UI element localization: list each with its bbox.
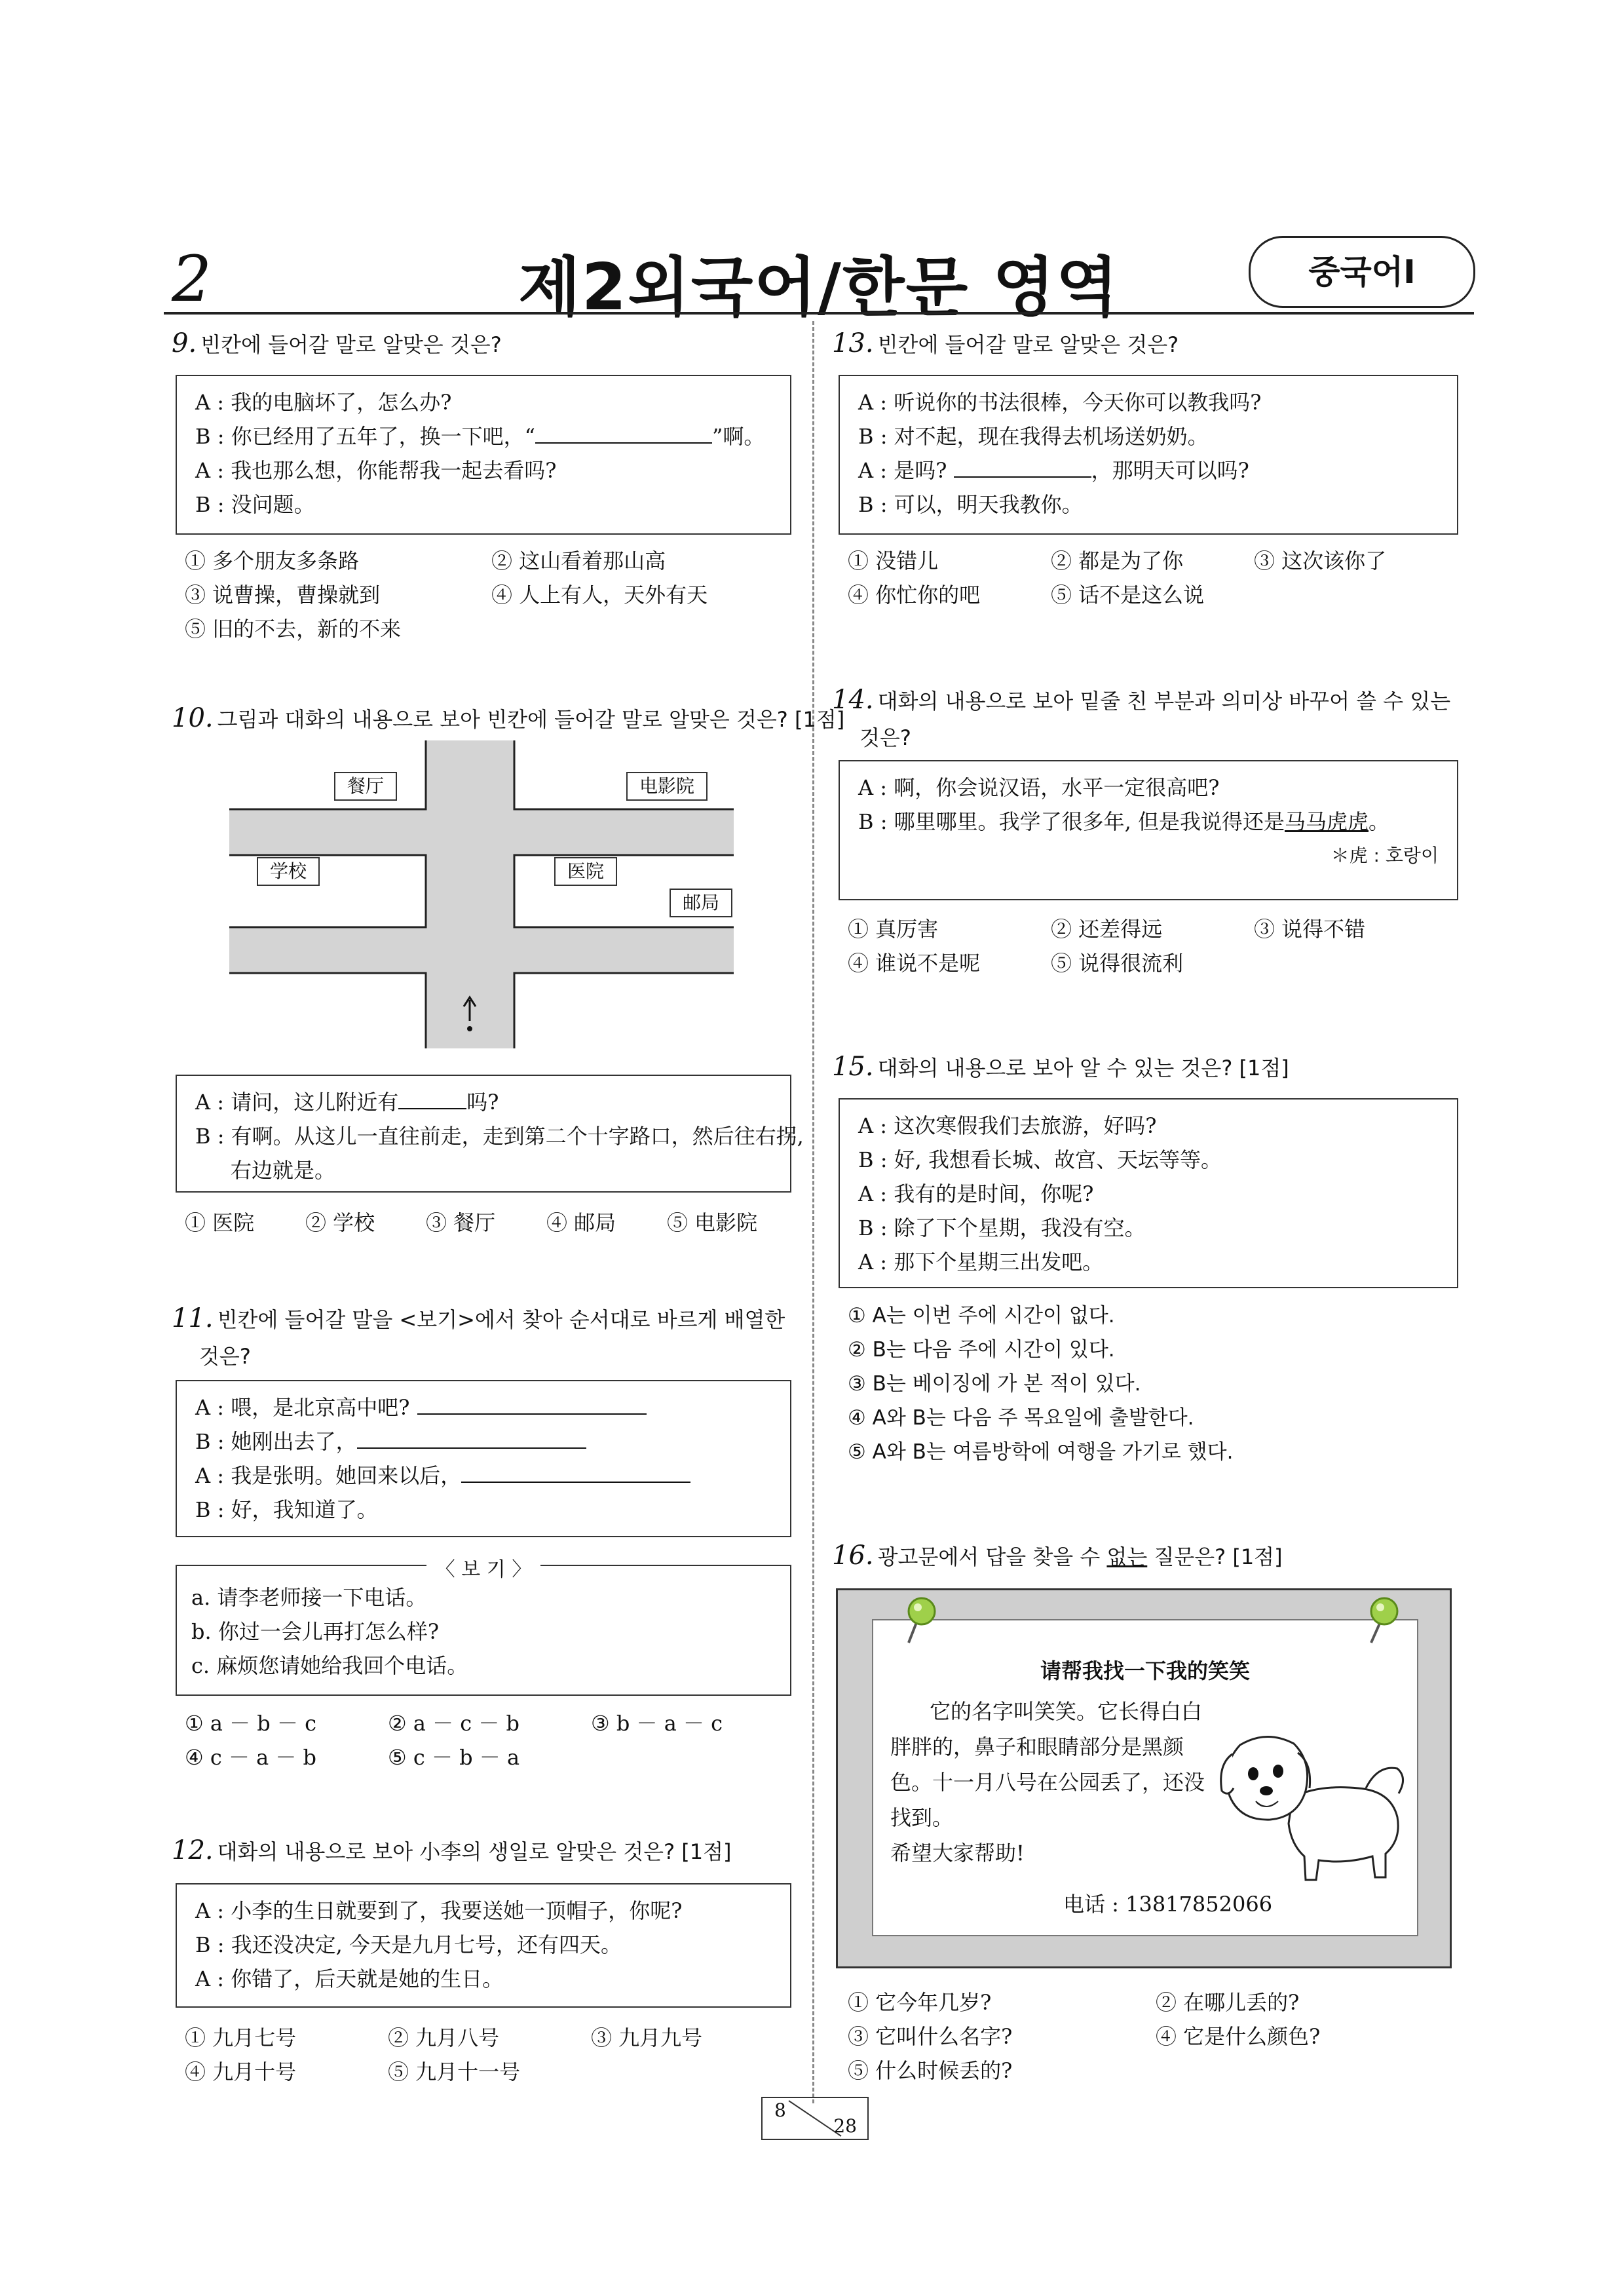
q12-choice-1[interactable]: ① 九月七号	[185, 2025, 297, 2050]
q11-choice-5[interactable]: ⑤ c － b － a	[388, 1745, 520, 1770]
q16-choice-1[interactable]: ① 它今年几岁?	[848, 1990, 992, 2015]
q13-dialogue-box: A : 听说你的书法很棒，今天你可以教我吗? B : 对不起，现在我得去机场送奶奶。 A : 是吗? ，那明天可以吗? B : 可以，明天我教你。	[839, 375, 1458, 535]
q9-prompt: 9. 빈칸에 들어갈 말로 알맞은 것은?	[172, 328, 502, 358]
q13-choice-4[interactable]: ④ 你忙你的吧	[848, 583, 981, 607]
q15-choice-2[interactable]: ② B는 다음 주에 시간이 있다.	[848, 1338, 1115, 1362]
map-label-cinema: 电影院	[626, 772, 708, 801]
page-number: 2	[172, 242, 212, 316]
q15-choice-1[interactable]: ① A는 이번 주에 시간이 없다.	[848, 1304, 1115, 1328]
q11-choice-4[interactable]: ④ c － a － b	[185, 1745, 317, 1770]
q14-note: ＊虎 : 호랑이	[1331, 845, 1439, 866]
pushpin-icon	[1362, 1594, 1401, 1647]
q13-choice-5[interactable]: ⑤ 话不是这么说	[1051, 583, 1205, 607]
subject-badge: 중국어Ⅰ	[1249, 236, 1475, 308]
q15-prompt: 15. 대화의 내용으로 보아 알 수 있는 것은? [1점]	[832, 1052, 1289, 1082]
q15-choice-5[interactable]: ⑤ A와 B는 여름방학에 여행을 가기로 했다.	[848, 1440, 1234, 1464]
q15-choice-3[interactable]: ③ B는 베이징에 가 본 적이 있다.	[848, 1372, 1141, 1396]
q11-choice-2[interactable]: ② a － c － b	[388, 1711, 520, 1736]
q12-choice-4[interactable]: ④ 九月十号	[185, 2059, 297, 2084]
q10-choice-1[interactable]: ① 医院	[185, 1210, 255, 1235]
q14-choice-2[interactable]: ② 还差得远	[1051, 917, 1163, 942]
map-label-hospital: 医院	[554, 857, 617, 886]
q14-choice-5[interactable]: ⑤ 说得很流利	[1051, 951, 1184, 976]
q12-choice-2[interactable]: ② 九月八号	[388, 2025, 500, 2050]
q13-choice-3[interactable]: ③ 这次该你了	[1254, 548, 1387, 573]
map-label-post-office: 邮局	[670, 889, 732, 917]
q9-choice-5[interactable]: ⑤ 旧的不去，新的不来	[185, 617, 402, 641]
dog-illustration	[1214, 1725, 1410, 1883]
q10-choice-3[interactable]: ③ 餐厅	[426, 1210, 496, 1235]
q14-dialogue-box: A : 啊，你会说汉语，水平一定很高吧? B : 哪里哪里。我学了很多年, 但是我说得还是马马虎虎。 ＊虎 : 호랑이	[839, 760, 1458, 900]
q16-prompt: 16. 광고문에서 답을 찾을 수 없는 질문은? [1점]	[832, 1540, 1283, 1571]
q11-choice-1[interactable]: ① a － b － c	[185, 1711, 317, 1736]
q16-ad-paper	[872, 1619, 1418, 1936]
q10-dialogue-box: A : 请问，这儿附近有 吗? B : 有啊。从这儿一直往前走，走到第二个十字路口，然后往右拐, 右边就是。	[176, 1075, 791, 1193]
q14-choice-4[interactable]: ④ 谁说不是呢	[848, 951, 981, 976]
header-rule	[164, 312, 1474, 315]
map-label-restaurant: 餐厅	[334, 772, 397, 801]
q16-choice-3[interactable]: ③ 它叫什么名字?	[848, 2024, 1013, 2049]
q14-underlined-phrase: 马马虎虎	[1285, 809, 1369, 834]
q11-prompt: 11. 빈칸에 들어갈 말을 <보기>에서 찾아 순서대로 바르게 배열한 것은?	[172, 1303, 785, 1369]
q16-ad-title: 请帮我找一下我的笑笑	[1040, 1658, 1250, 1683]
q11-option-c: c. 麻烦您请她给我回个电话。	[191, 1653, 468, 1678]
q16-choice-2[interactable]: ② 在哪儿丢的?	[1156, 1990, 1300, 2015]
page-counter	[761, 2097, 869, 2140]
q9-choice-4[interactable]: ④ 人上有人，天外有天	[491, 583, 708, 607]
q16-ad-body: 它的名字叫笑笑。它长得白白 胖胖的，鼻子和眼睛部分是黑颜 色。十一月八号在公园丢了，还没 找到。 希望大家帮助!	[890, 1699, 1205, 1866]
q10-map	[229, 740, 734, 1048]
page-title: 제2외국어/한문 영역	[518, 250, 1120, 325]
q11-dialogue-box: A : 喂，是北京高中吧? B : 她刚出去了， A : 我是张明。她回来以后， B : 好，我知道了。	[176, 1380, 791, 1537]
pushpin-icon	[901, 1594, 940, 1647]
q14-choice-1[interactable]: ① 真厉害	[848, 917, 939, 942]
q14-prompt: 14. 대화의 내용으로 보아 밑줄 친 부분과 의미상 바꾸어 쓸 수 있는 것은?	[832, 685, 1451, 750]
q16-ad-phone: 电话 : 13817852066	[1063, 1892, 1273, 1917]
q9-choice-2[interactable]: ② 这山看着那山高	[491, 548, 666, 573]
q14-choice-3[interactable]: ③ 说得不错	[1254, 917, 1366, 942]
map-label-school: 学校	[257, 857, 320, 886]
q11-option-a: a. 请李老师接一下电话。	[191, 1585, 427, 1610]
q11-option-b: b. 你过一会儿再打怎么样?	[191, 1619, 439, 1644]
q12-dialogue-box: A : 小李的生日就要到了，我要送她一顶帽子，你呢? B : 我还没决定, 今天是九月七号，还有四天。 A : 你错了，后天就是她的生日。	[176, 1883, 791, 2008]
q10-choice-5[interactable]: ⑤ 电影院	[667, 1210, 758, 1235]
q9-choice-3[interactable]: ③ 说曹操，曹操就到	[185, 583, 381, 607]
page-total: 28	[833, 2115, 857, 2137]
q11-options-box: 〈 보 기 〉 a. 请李老师接一下电话。 b. 你过一会儿再打怎么样? c. 麻烦您请她给我回个电话。	[176, 1565, 791, 1696]
q13-choice-2[interactable]: ② 都是为了你	[1051, 548, 1184, 573]
q16-choice-5[interactable]: ⑤ 什么时候丢的?	[848, 2058, 1013, 2083]
q12-choice-3[interactable]: ③ 九月九号	[591, 2025, 703, 2050]
q15-dialogue-box: A : 这次寒假我们去旅游，好吗? B : 好, 我想看长城、故宫、天坛等等。 A : 我有的是时间，你呢? B : 除了下个星期，我没有空。 A : 那下个星期三出发吧。	[839, 1098, 1458, 1288]
column-divider	[812, 321, 814, 2103]
q10-choice-4[interactable]: ④ 邮局	[546, 1210, 616, 1235]
q9-dialogue-box: A : 我的电脑坏了，怎么办? B : 你已经用了五年了，换一下吧，“ ”啊。 A : 我也那么想，你能帮我一起去看吗? B : 没问题。	[176, 375, 791, 535]
q16-ad-board	[836, 1588, 1452, 1968]
q9-choice-1[interactable]: ① 多个朋友多条路	[185, 548, 360, 573]
q13-choice-1[interactable]: ① 没错儿	[848, 548, 939, 573]
page-current: 8	[774, 2099, 786, 2121]
q11-choice-3[interactable]: ③ b － a － c	[591, 1711, 723, 1736]
q13-prompt: 13. 빈칸에 들어갈 말로 알맞은 것은?	[832, 328, 1179, 358]
q15-choice-4[interactable]: ④ A와 B는 다음 주 목요일에 출발한다.	[848, 1406, 1194, 1430]
q16-choice-4[interactable]: ④ 它是什么颜色?	[1156, 2024, 1321, 2049]
q12-choice-5[interactable]: ⑤ 九月十一号	[388, 2059, 521, 2084]
q10-choice-2[interactable]: ② 学校	[305, 1210, 375, 1235]
q10-prompt: 10. 그림과 대화의 내용으로 보아 빈칸에 들어갈 말로 알맞은 것은? [1점]	[172, 703, 845, 733]
q12-prompt: 12. 대화의 내용으로 보아 小李의 생일로 알맞은 것은? [1점]	[172, 1835, 732, 1866]
